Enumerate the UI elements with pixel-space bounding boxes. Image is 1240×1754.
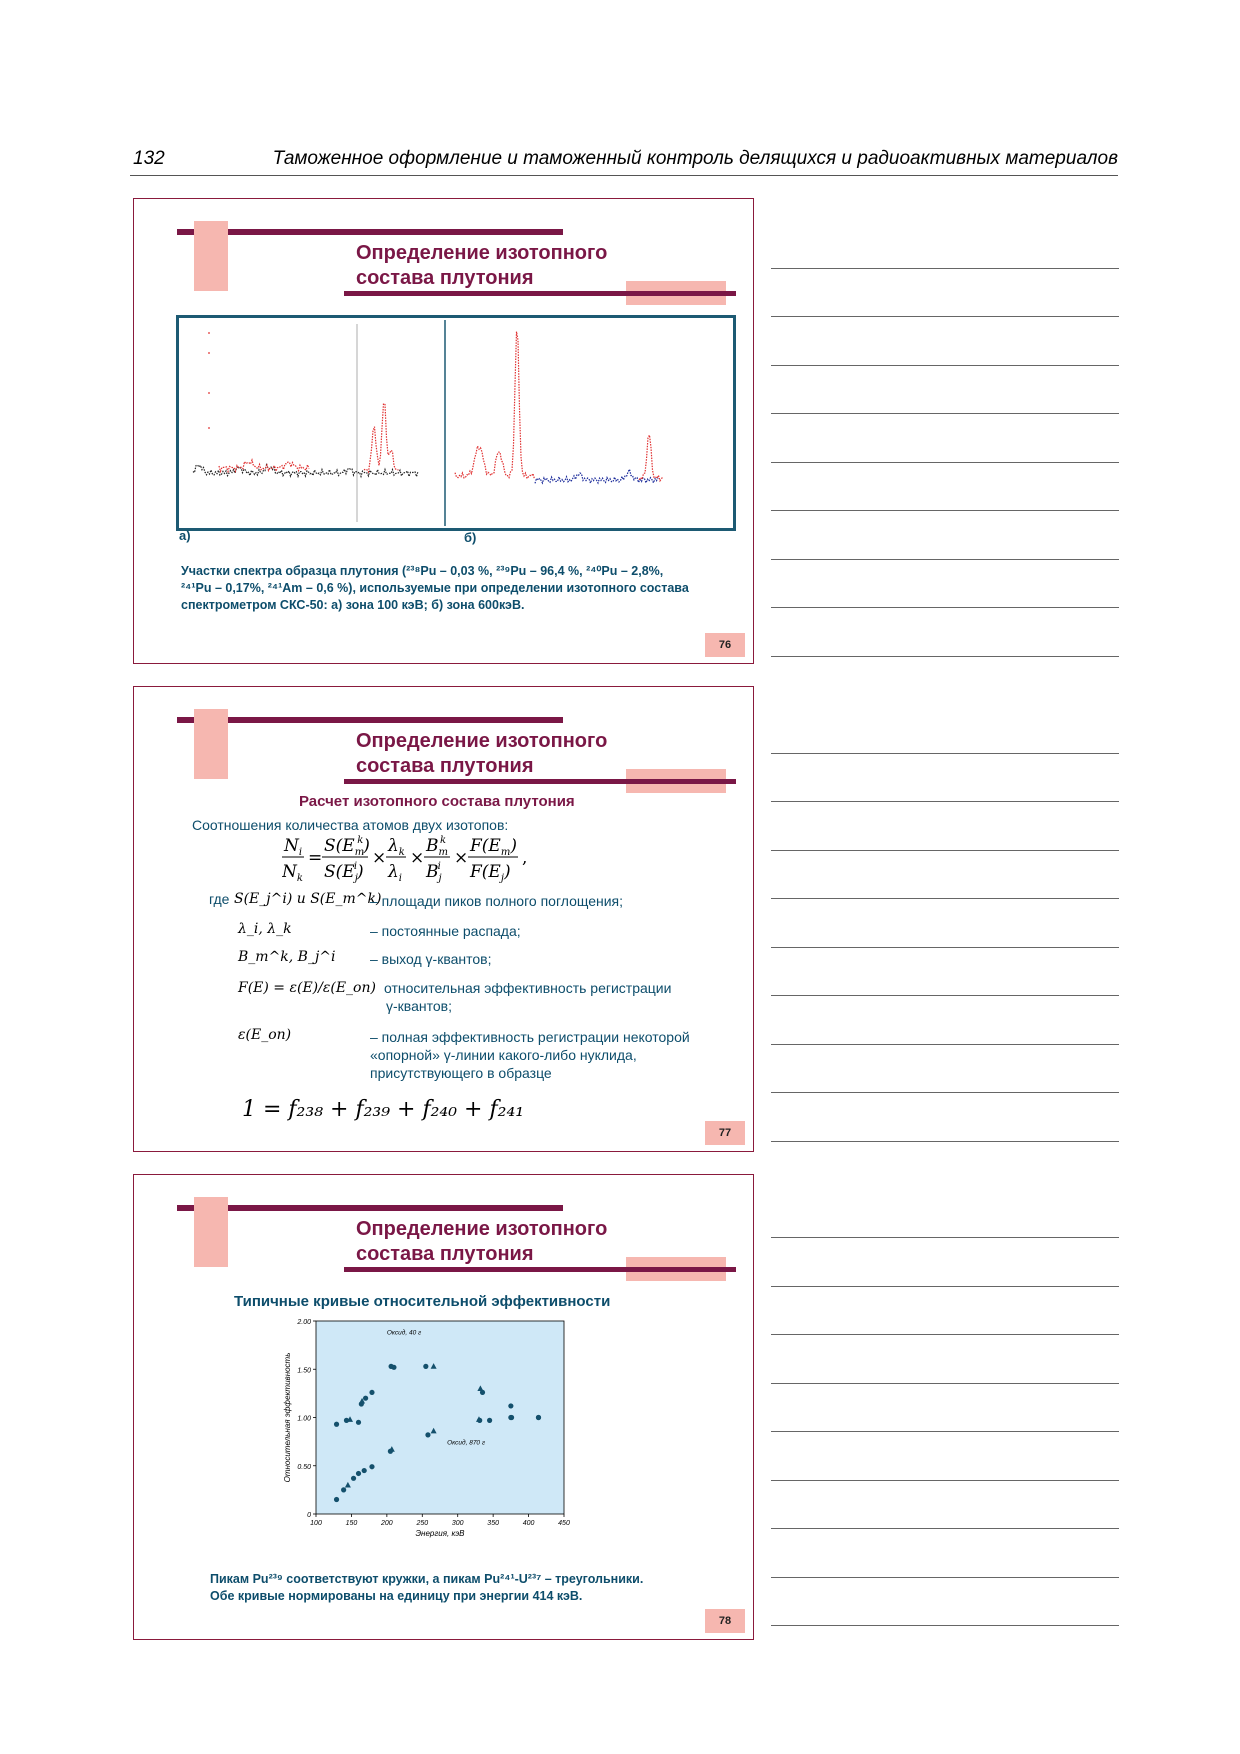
data-point-circle — [341, 1487, 346, 1492]
title-bar-top — [177, 1205, 563, 1211]
note-line — [771, 995, 1119, 996]
note-line — [771, 753, 1119, 754]
slide-77 — [133, 686, 754, 1152]
x-tick-label: 400 — [522, 1520, 535, 1527]
data-point-circle — [508, 1403, 513, 1408]
caption-line1: Участки спектра образца плутония (²³⁸Pu – 0,03 %, ²³⁹Pu – 96,4 %, ²⁴⁰Pu – 2,8%, — [181, 564, 664, 578]
decor-block — [194, 221, 228, 291]
slide-title-line2: состава плутония — [356, 755, 534, 777]
title-bar-top — [177, 229, 563, 235]
spectrum-dot — [208, 392, 210, 394]
efficiency-chart — [274, 1307, 604, 1547]
intro-text: Соотношения количества атомов двух изотопов: — [192, 817, 509, 833]
spectrum-figure — [176, 315, 736, 531]
slide-title-line2: состава плутония — [356, 267, 534, 289]
note-line — [771, 1577, 1119, 1578]
data-point-circle — [369, 1464, 374, 1469]
x-tick-label: 100 — [310, 1520, 322, 1527]
svg-text:λk: $\lambda_k$ — [388, 836, 405, 858]
note-line — [771, 1528, 1119, 1529]
slide-page-number: 76 — [705, 633, 745, 657]
def5-text-line1: – полная эффективность регистрации некоторой — [370, 1029, 690, 1045]
def2-text: – постоянные распада; — [370, 923, 521, 939]
slide-78 — [133, 1174, 754, 1640]
def5-text-line2: «опорной» γ-линии какого-либо нуклида, — [370, 1047, 637, 1063]
note-line — [771, 365, 1119, 366]
title-bar-bottom — [344, 291, 736, 296]
note-line — [771, 510, 1119, 511]
data-point-circle — [391, 1365, 396, 1370]
note-line — [771, 801, 1119, 802]
panel-a-label: а) — [179, 528, 191, 543]
title-bar-top — [177, 717, 563, 723]
data-point-circle — [487, 1418, 492, 1423]
note-line — [771, 1286, 1119, 1287]
def2-symbol: λ_i, λ_k — [238, 921, 292, 937]
def3-text: – выход γ-квантов; — [370, 951, 492, 967]
data-point-circle — [425, 1432, 430, 1437]
decor-block — [194, 1197, 228, 1267]
note-line — [771, 413, 1119, 414]
svg-text:S(Emk): $S(E_mk)$ — [324, 835, 370, 858]
spectrum-b-peaks — [455, 332, 535, 480]
slide-76 — [133, 198, 754, 664]
y-tick-label: 1.50 — [297, 1367, 311, 1375]
def4-text-line2: γ-квантов; — [386, 998, 452, 1014]
y-tick-label: 0 — [307, 1512, 311, 1519]
def1-text: – площади пиков полного поглощения; — [370, 893, 624, 909]
note-line — [771, 268, 1119, 269]
data-point-circle — [351, 1476, 356, 1481]
y-axis-label: Относительная эффективность — [283, 1352, 292, 1483]
svg-text:Bji: $B_ji$ — [426, 861, 442, 883]
data-point-circle — [423, 1364, 428, 1369]
spectrum-a-region — [219, 460, 309, 472]
data-point-circle — [362, 1468, 367, 1473]
where-label: где — [209, 891, 230, 907]
data-point-circle — [363, 1396, 368, 1401]
svg-text:λi: $\lambda_i$ — [388, 862, 402, 883]
note-line — [771, 607, 1119, 608]
x-tick-label: 150 — [345, 1520, 358, 1527]
caption-line2: ²⁴¹Pu – 0,17%, ²⁴¹Am – 0,6 %), используемые при определении изотопного состава — [181, 581, 689, 595]
x-tick-label: 350 — [487, 1520, 499, 1527]
x-tick-label: 300 — [451, 1520, 464, 1527]
x-tick-label: 250 — [416, 1520, 429, 1527]
plot-area — [316, 1321, 564, 1514]
panel-b-label: б) — [464, 530, 477, 545]
data-point-circle — [356, 1420, 361, 1425]
def4-symbol: F(E) = ε(E)/ε(E_оп) — [238, 980, 376, 996]
title-bar-bottom — [344, 1267, 736, 1272]
svg-text:=: = — [308, 848, 323, 868]
svg-text:S(Eji): $S(E_ji)$ — [324, 861, 364, 883]
slide-page-number: 77 — [705, 1121, 745, 1145]
title-bar-bottom — [344, 779, 736, 784]
spectrum-b-right-peak — [639, 435, 663, 481]
note-line — [771, 559, 1119, 560]
note-line — [771, 850, 1119, 851]
note-line — [771, 947, 1119, 948]
slide-page-number: 78 — [705, 1609, 745, 1633]
svg-text:×: × — [410, 848, 425, 868]
x-tick-label: 200 — [381, 1520, 393, 1527]
caption-line3: спектрометром СКС-50: а) зона 100 кэВ; б) зона 600кэВ. — [181, 598, 525, 612]
svg-text:Nk: $N_k$ — [282, 862, 303, 883]
data-point-circle — [334, 1422, 339, 1427]
def3-symbol: B_m^k, B_j^i — [238, 949, 336, 965]
spectrum-a-peaks — [364, 404, 399, 472]
slide-title-line2: состава плутония — [356, 1243, 534, 1265]
x-axis-label: Энергия, кэВ — [415, 1529, 465, 1538]
note-line — [771, 1092, 1119, 1093]
data-point-circle — [508, 1415, 513, 1420]
running-title: Таможенное оформление и таможенный контроль делящихся и радиоактивных материалов — [272, 148, 1118, 169]
data-point-circle — [536, 1415, 541, 1420]
svg-text:×: × — [372, 848, 387, 868]
slide-title-line1: Определение изотопного — [356, 1218, 608, 1240]
slide-title-line1: Определение изотопного — [356, 730, 608, 752]
header-rule — [130, 175, 1118, 176]
caption-line1: Пикам Pu²³⁹ соответствуют кружки, а пикам Pu²⁴¹-U²³⁷ – треугольники. — [210, 1572, 644, 1586]
slide-title-line1: Определение изотопного — [356, 242, 608, 264]
note-line — [771, 656, 1119, 657]
def1-symbol: S(E_j^i) и S(E_m^k) — [234, 891, 382, 907]
page-number: 132 — [133, 148, 165, 169]
note-line — [771, 1237, 1119, 1238]
note-line — [771, 316, 1119, 317]
slide-subtitle: Типичные кривые относительной эффективности — [234, 1293, 611, 1310]
x-tick-label: 450 — [558, 1520, 570, 1527]
annotation-oxide-870g: Оксид, 870 г — [447, 1439, 486, 1447]
slide-subtitle: Расчет изотопного состава плутония — [299, 793, 575, 810]
decor-block — [194, 709, 228, 779]
svg-text:Bmk: $B_mk$ — [426, 835, 448, 858]
caption-line2: Обе кривые нормированы на единицу при энергии 414 кэВ. — [210, 1589, 583, 1603]
note-line — [771, 462, 1119, 463]
spectrum-dot — [208, 352, 210, 354]
note-line — [771, 1334, 1119, 1335]
ratio-formula-svg — [282, 831, 542, 883]
svg-text:,: , — [522, 848, 528, 868]
def5-text-line3: присутствующего в образце — [370, 1065, 552, 1081]
spectrum-dot — [208, 427, 210, 429]
y-tick-label: 1.00 — [297, 1415, 311, 1423]
data-point-circle — [356, 1471, 361, 1476]
data-point-circle — [369, 1390, 374, 1395]
def5-symbol: ε(E_оп) — [238, 1027, 292, 1043]
spectrum-b-baseline — [535, 469, 658, 483]
note-line — [771, 1141, 1119, 1142]
svg-text:Ni: $N_i$ — [284, 836, 303, 858]
note-line — [771, 1044, 1119, 1045]
spectrum-plots — [179, 318, 733, 528]
note-line — [771, 1431, 1119, 1432]
svg-text:×: × — [454, 848, 469, 868]
svg-text:F(Ej): $F(E_j)$ — [470, 862, 511, 883]
spectrum-dot — [208, 332, 210, 334]
svg-text:F(Em): $F(E_m)$ — [470, 836, 517, 858]
y-tick-label: 0.50 — [297, 1463, 311, 1471]
ratio-formula — [282, 831, 542, 883]
note-line — [771, 1480, 1119, 1481]
note-line — [771, 1625, 1119, 1626]
def4-text-line1: относительная эффективность регистрации — [384, 980, 672, 996]
annotation-oxide-40g: Оксид, 40 г — [386, 1329, 422, 1337]
data-point-circle — [334, 1497, 339, 1502]
note-line — [771, 898, 1119, 899]
y-tick-label: 2.00 — [297, 1319, 311, 1326]
note-line — [771, 1383, 1119, 1384]
sum-formula: 1 = f₂₃₈ + f₂₃₉ + f₂₄₀ + f₂₄₁ — [242, 1097, 525, 1122]
